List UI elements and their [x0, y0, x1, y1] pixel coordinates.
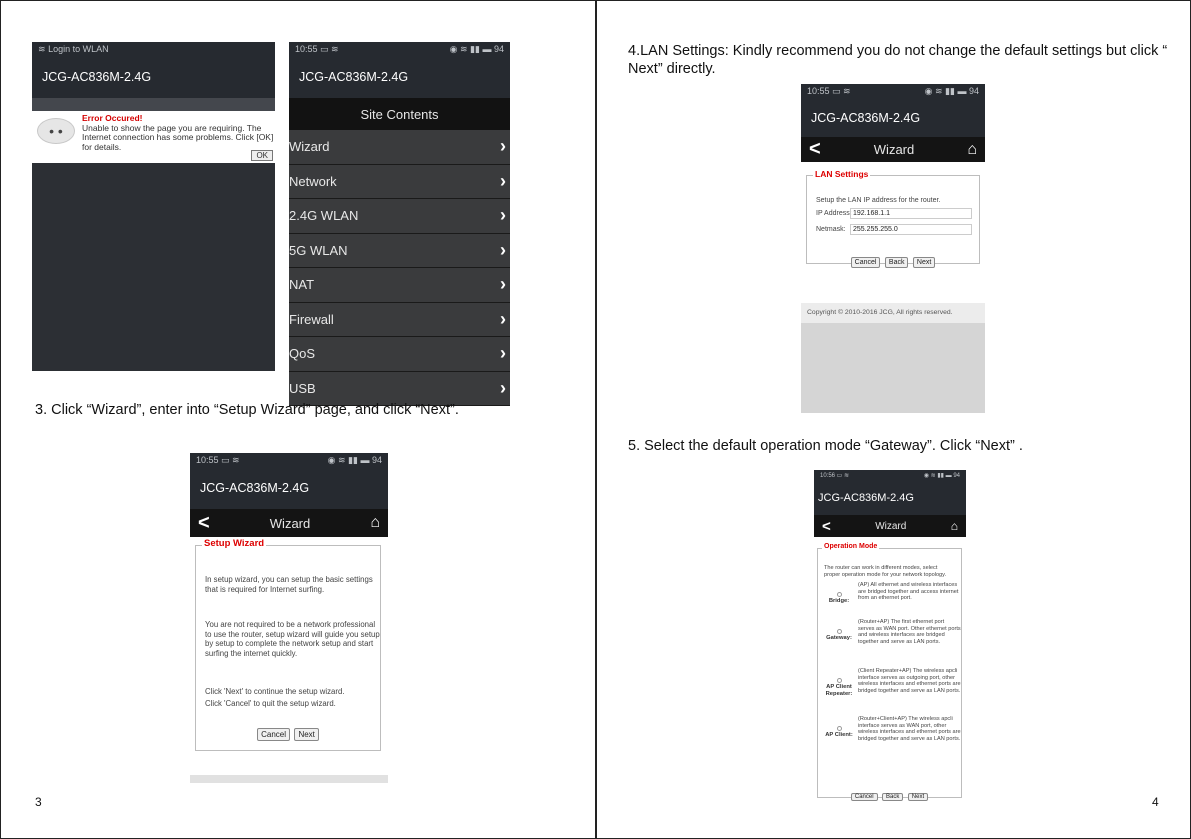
step3-instruction: 3. Click “Wizard”, enter into “Setup Wizard” page, and click “Next”. — [35, 402, 459, 418]
wizard-navbar — [814, 515, 966, 537]
menu-item-label: Firewall — [289, 311, 334, 327]
error-message: Unable to show the page you are requiring. The Internet connection has some problems. Click [OK] for details. — [82, 122, 274, 152]
site-contents-header: Site Contents — [289, 98, 510, 130]
menu-item-label: NAT — [289, 277, 315, 293]
menu-item[interactable] — [289, 130, 510, 165]
chevron-right-icon: › — [500, 239, 506, 260]
next-button[interactable]: Next — [294, 728, 318, 741]
back-icon[interactable]: < — [809, 138, 821, 160]
status-bar — [32, 42, 275, 56]
menu-item-label: 5G WLAN — [289, 242, 348, 258]
step4-instruction: 4.LAN Settings: Kindly recommend you do not change the default settings but click “ Next” directly. — [628, 43, 1168, 77]
menu-item[interactable] — [289, 303, 510, 338]
nav-title: Wizard — [875, 520, 907, 532]
ok-button[interactable]: OK — [251, 150, 273, 162]
mode-label — [822, 678, 856, 698]
netmask-label: Netmask: — [816, 226, 846, 233]
back-icon[interactable]: < — [822, 517, 831, 535]
battery-level: 94 — [493, 43, 504, 54]
menu-item-label: 2.4G WLAN — [289, 208, 359, 224]
home-icon[interactable]: ⌂ — [950, 519, 958, 533]
app-title: JCG-AC836M-2.4G — [814, 481, 966, 515]
battery-level: 94 — [371, 454, 382, 465]
wizard-para2: You are not required to be a network professional to use the router, setup wizard will guide you setup by setup to complete the network setup and start surfing the internet quickly. — [205, 620, 380, 658]
mode-description: (AP) All ethernet and wireless interfaces are bridged together and access internet from an ethernet port. — [858, 582, 959, 602]
operation-mode-legend: Operation Mode — [824, 543, 878, 550]
footer-bar — [190, 775, 388, 783]
status-bar: 10:55 ▭ ≋ ◉ ≋ ▮▮ ▬ 94 — [289, 42, 510, 56]
nav-title: Wizard — [269, 515, 311, 531]
lan-settings-screenshot — [801, 84, 985, 413]
right-page-number: 4 — [1152, 795, 1159, 809]
netmask-input[interactable]: 255.255.255.0 — [850, 224, 972, 235]
mode-description: (Router+Client+AP) The wireless apcli interface serves as WAN port, other wireless interfaces and ethernet ports are bridged together and serve as LAN ports. — [858, 716, 961, 742]
chevron-right-icon: › — [500, 343, 506, 364]
menu-item-label: Network — [289, 173, 337, 189]
chevron-right-icon: › — [500, 170, 506, 191]
copyright-text: Copyright © 2010-2016 JCG, All rights reserved. — [801, 303, 985, 323]
chevron-right-icon: › — [500, 274, 506, 295]
status-time: 10:56 — [820, 473, 836, 479]
error-title: Error Occured! — [82, 113, 143, 123]
copyright-area — [801, 303, 985, 413]
home-icon[interactable]: ⌂ — [370, 514, 380, 531]
next-button[interactable]: Next — [908, 793, 928, 801]
status-time: 10:55 — [196, 454, 219, 465]
site-menu — [289, 130, 510, 406]
chevron-right-icon: › — [500, 205, 506, 226]
chevron-right-icon: › — [500, 136, 506, 157]
menu-item[interactable] — [289, 165, 510, 200]
menu-item-label: USB — [289, 380, 316, 396]
mode-radio[interactable] — [837, 726, 842, 731]
chevron-right-icon: › — [500, 308, 506, 329]
back-button[interactable]: Back — [885, 257, 909, 268]
mode-radio[interactable] — [837, 592, 842, 597]
mode-radio[interactable] — [837, 678, 842, 683]
mode-buttons — [818, 785, 961, 803]
operation-mode-panel — [817, 543, 962, 800]
setup-wizard-panel — [195, 538, 381, 751]
mode-description: (Client Repeater+AP) The wireless apcli interface serves as outgoing port, other wireless interfaces and ethernet ports are bridged together and serve as LAN ports. — [858, 668, 961, 694]
app-title: JCG-AC836M-2.4G — [190, 467, 388, 509]
step5-instruction: 5. Select the default operation mode “Gateway”. Click “Next” . — [628, 438, 1023, 454]
mode-label-text: Bridge: — [828, 598, 850, 604]
wizard-para1: In setup wizard, you can setup the basic settings that is required for Internet surfing. — [205, 575, 373, 594]
wizard-buttons — [196, 724, 380, 742]
page-divider — [595, 0, 597, 839]
nav-title: Wizard — [873, 142, 915, 157]
wizard-navbar — [801, 137, 985, 162]
back-icon[interactable]: < — [198, 511, 210, 534]
app-title: JCG-AC836M-2.4G — [32, 56, 275, 98]
mode-label-text: AP Client: — [825, 732, 853, 738]
wizard-para3: Click 'Next' to continue the setup wizard. — [205, 687, 345, 696]
menu-item[interactable] — [289, 337, 510, 372]
cancel-button[interactable]: Cancel — [257, 728, 290, 741]
lan-settings-panel — [806, 169, 980, 266]
status-bar: 10:55 ▭ ≋ ◉ ≋ ▮▮ ▬ 94 — [801, 84, 985, 98]
wizard-navbar — [190, 509, 388, 537]
status-time: 10:55 — [295, 43, 318, 54]
app-title: JCG-AC836M-2.4G — [801, 98, 985, 137]
status-bar: 10:55 ▭ ≋ ◉ ≋ ▮▮ ▬ 94 — [190, 453, 388, 467]
operation-mode-screenshot — [814, 470, 966, 800]
mode-description: (Router+AP) The first ethernet port serves as WAN port. Other ethernet ports and wireless interfaces are bridged together and serve as LAN ports. — [858, 619, 961, 645]
mode-label-text: Gateway: — [826, 635, 852, 641]
wifi-icon: ≋ — [38, 43, 46, 54]
left-page-number: 3 — [35, 795, 42, 809]
gray-strip — [32, 98, 275, 111]
error-dialog — [32, 111, 275, 163]
menu-item[interactable] — [289, 268, 510, 303]
status-time: 10:55 — [807, 85, 830, 96]
home-icon[interactable]: ⌂ — [967, 140, 977, 158]
setup-wizard-screenshot — [190, 453, 388, 783]
next-button[interactable]: Next — [913, 257, 935, 268]
battery-level: 94 — [953, 473, 960, 479]
mode-label — [822, 592, 856, 605]
status-bar: 10:56 ▭ ≋ ◉ ≋ ▮▮ ▬ 94 — [814, 470, 966, 481]
app-title: JCG-AC836M-2.4G — [289, 56, 510, 98]
ip-address-input[interactable]: 192.168.1.1 — [850, 208, 972, 219]
sad-face-icon: • • — [37, 118, 75, 144]
chevron-right-icon: › — [500, 377, 506, 398]
lan-settings-legend: LAN Settings — [815, 169, 869, 179]
mode-label-text: AP Client Repeater: — [825, 684, 853, 697]
wizard-para4: Click 'Cancel' to quit the setup wizard. — [205, 699, 336, 708]
mode-label — [822, 726, 856, 739]
mode-radio[interactable] — [837, 629, 842, 634]
site-contents-screenshot — [289, 42, 510, 398]
login-label: Login to WLAN — [48, 43, 109, 54]
setup-wizard-legend: Setup Wizard — [204, 538, 265, 549]
operation-mode-intro: The router can work in different modes, select proper operation mode for your network topology. — [824, 565, 947, 578]
ip-label: IP Address: — [816, 210, 852, 217]
back-button[interactable]: Back — [882, 793, 903, 801]
menu-item-label: QoS — [289, 346, 316, 362]
lan-buttons — [807, 251, 979, 269]
error-screenshot — [32, 42, 275, 371]
menu-item-label: Wizard — [289, 139, 330, 155]
lan-desc: Setup the LAN IP address for the router. — [816, 197, 941, 204]
cancel-button[interactable]: Cancel — [851, 793, 878, 801]
battery-level: 94 — [968, 85, 979, 96]
mode-label — [822, 629, 856, 642]
menu-item[interactable] — [289, 199, 510, 234]
menu-item[interactable] — [289, 234, 510, 269]
cancel-button[interactable]: Cancel — [851, 257, 881, 268]
